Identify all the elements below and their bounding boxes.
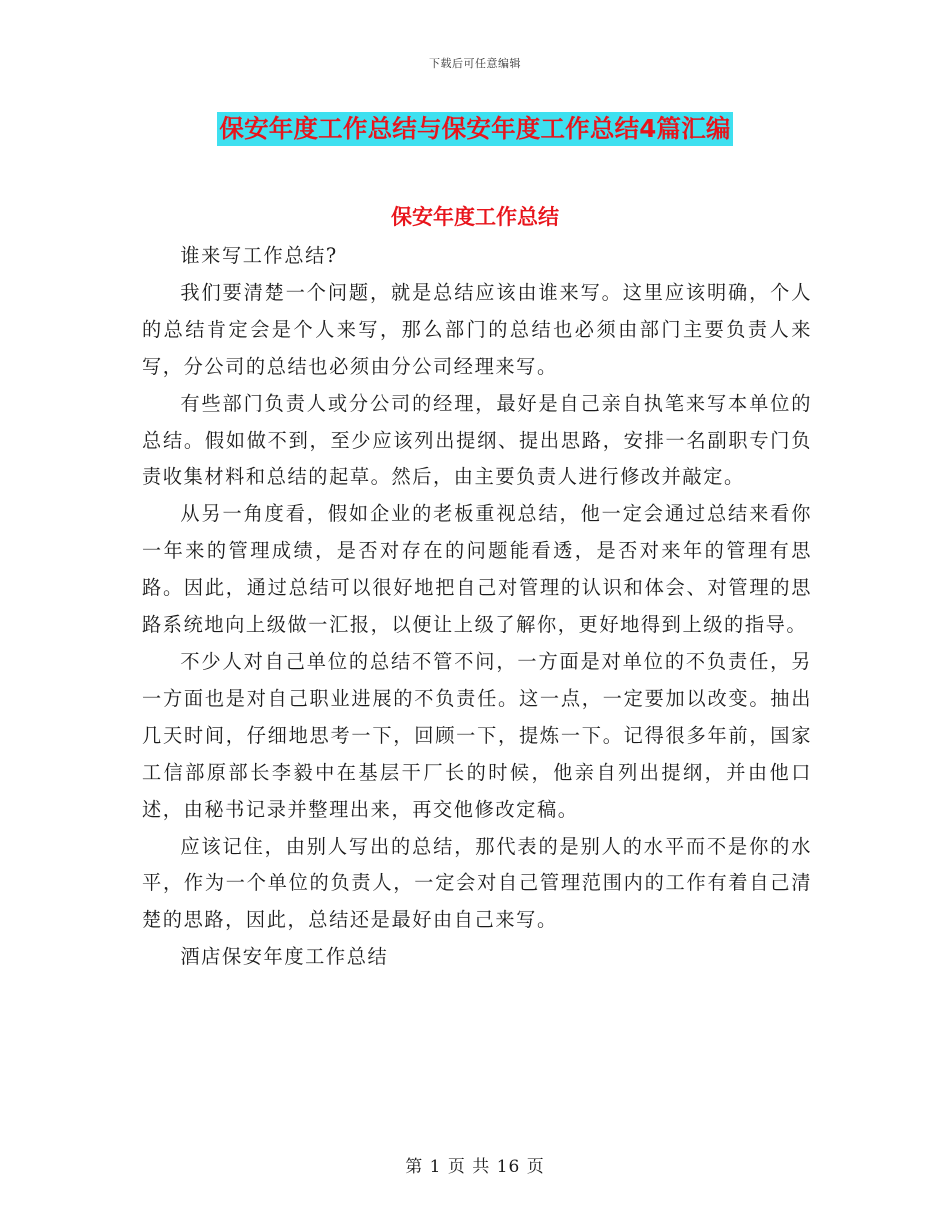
paragraph: 酒店保安年度工作总结 — [180, 945, 389, 969]
paragraph: 应该记住，由别人写出的总结，那代表的是别人的水平而不是你的水平，作为一个单位的负责人，一定会对自己管理范围内的工作有着自己清楚的思路，因此，总结还是最好由自己来写。 — [142, 834, 812, 932]
document-body — [142, 238, 812, 976]
header-note: 下载后可任意编辑 — [429, 57, 521, 70]
page-footer: 第 1 页 共 16 页 — [405, 1157, 545, 1177]
paragraph: 谁来写工作总结? — [180, 244, 338, 267]
paragraph: 不少人对自己单位的总结不管不问，一方面是对单位的不负责任，另一方面也是对自己职业进展的不负责任。这一点，一定要加以改变。抽出几天时间，仔细地思考一下，回顾一下，提炼一下。记得很多年前，国家工信部原部长李毅中在基层干厂长的时候，他亲自列出提纲，并由他口述，由秘书记录并整理出来，再交他修改定稿。 — [142, 649, 812, 821]
section-title: 保安年度工作总结 — [391, 205, 559, 229]
paragraph: 从另一角度看，假如企业的老板重视总结，他一定会通过总结来看你一年来的管理成绩，是否对存在的问题能看透，是否对来年的管理有思路。因此，通过总结可以很好地把自己对管理的认识和体会、对管理的思路系统地向上级做一汇报，以便让上级了解你，更好地得到上级的指导。 — [142, 502, 812, 637]
paragraph: 有些部门负责人或分公司的经理，最好是自己亲自执笔来写本单位的总结。假如做不到，至少应该列出提纲、提出思路，安排一名副职专门负责收集材料和总结的起草。然后，由主要负责人进行修改并敲定。 — [142, 391, 812, 489]
paragraph: 我们要清楚一个问题，就是总结应该由谁来写。这里应该明确，个人的总结肯定会是个人来写，那么部门的总结也必须由部门主要负责人来写，分公司的总结也必须由分公司经理来写。 — [142, 280, 812, 378]
main-title: 保安年度工作总结与保安年度工作总结4篇汇编 — [217, 112, 732, 146]
main-title-wrap — [0, 112, 950, 146]
